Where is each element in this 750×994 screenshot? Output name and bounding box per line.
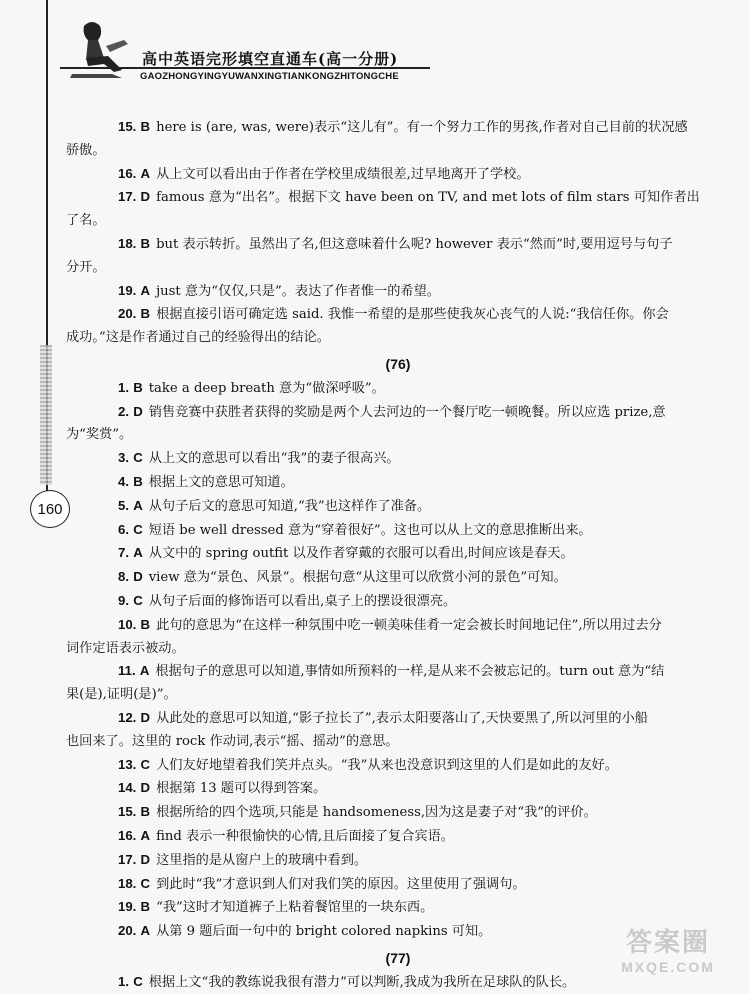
- answer-item: [66, 660, 704, 707]
- answer-explanation: “我”这时才知道裤子上粘着餐馆里的一块东西。: [156, 900, 434, 916]
- answer-explanations: [66, 116, 704, 994]
- answer-letter: B: [140, 899, 151, 915]
- answer-item: [92, 566, 704, 590]
- answer-letter: C: [133, 450, 143, 466]
- answer-letter: A: [139, 663, 150, 679]
- answer-explanation: 根据所给的四个选项,只能是 handsomeness,因为这是妻子对“我”的评价。: [156, 805, 597, 821]
- answer-letter: A: [133, 545, 143, 561]
- answer-number: 19.: [118, 899, 137, 915]
- answer-continuation: 了名。: [66, 213, 106, 229]
- answer-item: [92, 849, 704, 873]
- margin-texture: [40, 345, 52, 485]
- answer-item: [92, 801, 704, 825]
- answer-continuation: 也回来了。这里的 rock 作动词,表示“摇、摇动”的意思。: [66, 733, 399, 749]
- answer-letter: D: [140, 709, 151, 725]
- answer-letter: D: [140, 189, 151, 205]
- answer-item: [66, 186, 704, 233]
- answers-group-75: [66, 116, 704, 350]
- answer-item: [92, 754, 704, 778]
- answer-letter: A: [133, 497, 143, 513]
- page-number: 160: [30, 490, 70, 528]
- answer-letter: A: [140, 923, 151, 939]
- answer-letter: B: [133, 379, 143, 395]
- answer-explanation: take a deep breath 意为“做深呼吸”。: [148, 380, 385, 396]
- answer-number: 5.: [118, 497, 129, 513]
- answer-explanation: 人们友好地望着我们笑并点头。“我”从来也没意识到这里的人们是如此的友好。: [156, 757, 618, 773]
- answer-explanation: 从句子后文的意思可知道,“我”也这样作了准备。: [148, 498, 431, 514]
- answer-letter: A: [140, 165, 151, 181]
- answer-letter: B: [133, 473, 143, 489]
- answer-explanation: 从第 9 题后面一句中的 bright colored napkins 可知。: [156, 924, 492, 940]
- answer-item: [66, 401, 704, 448]
- answer-item: [92, 590, 704, 614]
- answer-continuation: 分开。: [66, 259, 106, 275]
- answers-group-76: [66, 377, 704, 944]
- answer-continuation: 果(是),证明(是)”。: [66, 687, 177, 703]
- book-title-pinyin: GAOZHONGYINGYUWANXINGTIANKONGZHITONGCHE: [140, 71, 399, 82]
- answer-item: [66, 707, 704, 754]
- answer-item: [92, 280, 704, 304]
- answer-continuation: 骄傲。: [66, 142, 106, 158]
- answer-item: [92, 542, 704, 566]
- answer-item: [92, 163, 704, 187]
- answer-explanation: 销售竞赛中获胜者获得的奖励是两个人去河边的一个餐厅吃一顿晚餐。所以应选 prize,意: [148, 404, 666, 420]
- answer-explanation: 从句子后面的修饰语可以看出,桌子上的摆设很漂亮。: [148, 593, 457, 609]
- answer-letter: B: [140, 119, 151, 134]
- answer-explanation: 根据第 13 题可以得到答案。: [156, 781, 327, 797]
- watermark-top: 答案圈: [625, 927, 710, 957]
- answer-explanation: 从上文的意思可以看出“我”的妻子很高兴。: [148, 451, 400, 467]
- answer-item: [92, 471, 704, 495]
- answer-item: [92, 896, 704, 920]
- answer-letter: B: [140, 616, 151, 632]
- answer-item: [66, 303, 704, 350]
- answer-item: [92, 519, 704, 543]
- section-heading-76: (76): [385, 355, 411, 372]
- answer-letter: D: [133, 403, 143, 419]
- section-heading-77: (77): [385, 949, 411, 966]
- answer-item: [92, 777, 704, 801]
- answer-number: 7.: [118, 545, 129, 561]
- answer-explanation: famous 意为“出名”。根据下文 have been on TV, and met lots of film stars 可知作者出: [156, 190, 700, 206]
- answer-letter: D: [140, 851, 151, 867]
- answer-number: 18.: [118, 235, 137, 251]
- answer-number: 9.: [118, 592, 129, 608]
- answer-letter: D: [133, 569, 143, 585]
- reading-figure-logo: [62, 18, 132, 80]
- answer-letter: B: [140, 235, 151, 251]
- answer-letter: C: [133, 592, 143, 608]
- answer-number: 1.: [118, 973, 129, 989]
- answer-explanation: here is (are, was, were)表示“这儿有”。有一个努力工作的男孩,作者对自己目前的状况感: [156, 120, 688, 135]
- answer-number: 8.: [118, 569, 129, 585]
- answer-number: 16.: [118, 165, 137, 181]
- answer-continuation: 成功。”这是作者通过自己的经验得出的结论。: [66, 330, 330, 346]
- answer-explanation: 这里指的是从窗户上的玻璃中看到。: [156, 852, 368, 868]
- answer-explanation: 根据句子的意思可以知道,事情如所预料的一样,是从来不会被忘记的。turn out 意为“结: [155, 664, 665, 680]
- answer-number: 2.: [118, 403, 129, 419]
- answer-explanation: view 意为“景色、风景”。根据句意“从这里可以欣赏小河的景色”可知。: [148, 570, 567, 586]
- answer-letter: C: [133, 521, 143, 537]
- answer-letter: C: [140, 875, 151, 891]
- answer-explanation: 短语 be well dressed 意为“穿着很好”。这也可以从上文的意思推断出来。: [148, 522, 592, 538]
- answer-item: [66, 614, 704, 661]
- answer-explanation: just 意为“仅仅,只是”。表达了作者惟一的希望。: [156, 283, 440, 299]
- answer-number: 17.: [118, 851, 137, 867]
- answer-number: 13.: [118, 756, 137, 772]
- answer-number: 4.: [118, 473, 129, 489]
- answer-number: 15.: [118, 119, 137, 134]
- answer-item: [92, 825, 704, 849]
- answer-number: 18.: [118, 875, 137, 891]
- watermark-logo: [598, 922, 738, 982]
- answer-explanation: find 表示一种很愉快的心情,且后面接了复合宾语。: [156, 828, 454, 844]
- answer-item: [92, 495, 704, 519]
- answer-number: 12.: [118, 709, 137, 725]
- answer-number: 16.: [118, 827, 137, 843]
- answer-item: [66, 233, 704, 280]
- answer-number: 20.: [118, 306, 137, 322]
- answer-letter: C: [140, 756, 151, 772]
- answer-letter: C: [133, 973, 143, 989]
- answer-item: [92, 377, 704, 401]
- answer-explanation: 从文中的 spring outfit 以及作者穿戴的衣服可以看出,时间应该是春天。: [148, 546, 574, 562]
- answer-number: 3.: [118, 450, 129, 466]
- answer-letter: A: [140, 282, 151, 298]
- answer-explanation: 从此处的意思可以知道,“影子拉长了”,表示太阳要落山了,天快要黑了,所以河里的小船: [156, 710, 648, 726]
- answer-number: 17.: [118, 189, 137, 205]
- answer-number: 15.: [118, 804, 137, 820]
- answer-item: [66, 116, 704, 163]
- answer-number: 6.: [118, 521, 129, 537]
- answer-continuation: 词作定语表示被动。: [66, 640, 185, 656]
- book-title: 高中英语完形填空直通车(高一分册): [142, 50, 399, 68]
- answer-letter: B: [140, 804, 151, 820]
- answer-explanation: but 表示转折。虽然出了名,但这意味着什么呢? however 表示“然而”时,要用逗号与句子: [156, 236, 673, 252]
- answer-explanation: 根据直接引语可确定选 said. 我惟一希望的是那些使我灰心丧气的人说:“我信任你。你会: [156, 307, 669, 323]
- answer-number: 20.: [118, 923, 137, 939]
- answer-item: [92, 447, 704, 471]
- answer-number: 1.: [118, 379, 129, 395]
- answer-continuation: 为“奖赏”。: [66, 427, 133, 443]
- answer-item: [92, 873, 704, 897]
- answer-letter: A: [140, 827, 151, 843]
- answer-letter: B: [140, 306, 151, 322]
- answer-number: 14.: [118, 780, 137, 796]
- answer-number: 10.: [118, 616, 137, 632]
- watermark-bottom: MXQE.COM: [621, 959, 715, 975]
- answer-explanation: 根据上文的意思可知道。: [148, 474, 294, 490]
- answer-explanation: 到此时“我”才意识到人们对我们笑的原因。这里使用了强调句。: [156, 876, 526, 892]
- answer-letter: D: [140, 780, 151, 796]
- answer-explanation: 从上文可以看出由于作者在学校里成绩很差,过早地离开了学校。: [156, 166, 530, 182]
- answer-explanation: 根据上文“我的教练说我很有潜力”可以判断,我成为我所在足球队的队长。: [148, 974, 576, 990]
- answer-number: 11.: [118, 663, 136, 679]
- answer-explanation: 此句的意思为“在这样一种氛围中吃一顿美味佳肴一定会被长时间地记住”,所以用过去分: [156, 617, 662, 633]
- answer-number: 19.: [118, 282, 137, 298]
